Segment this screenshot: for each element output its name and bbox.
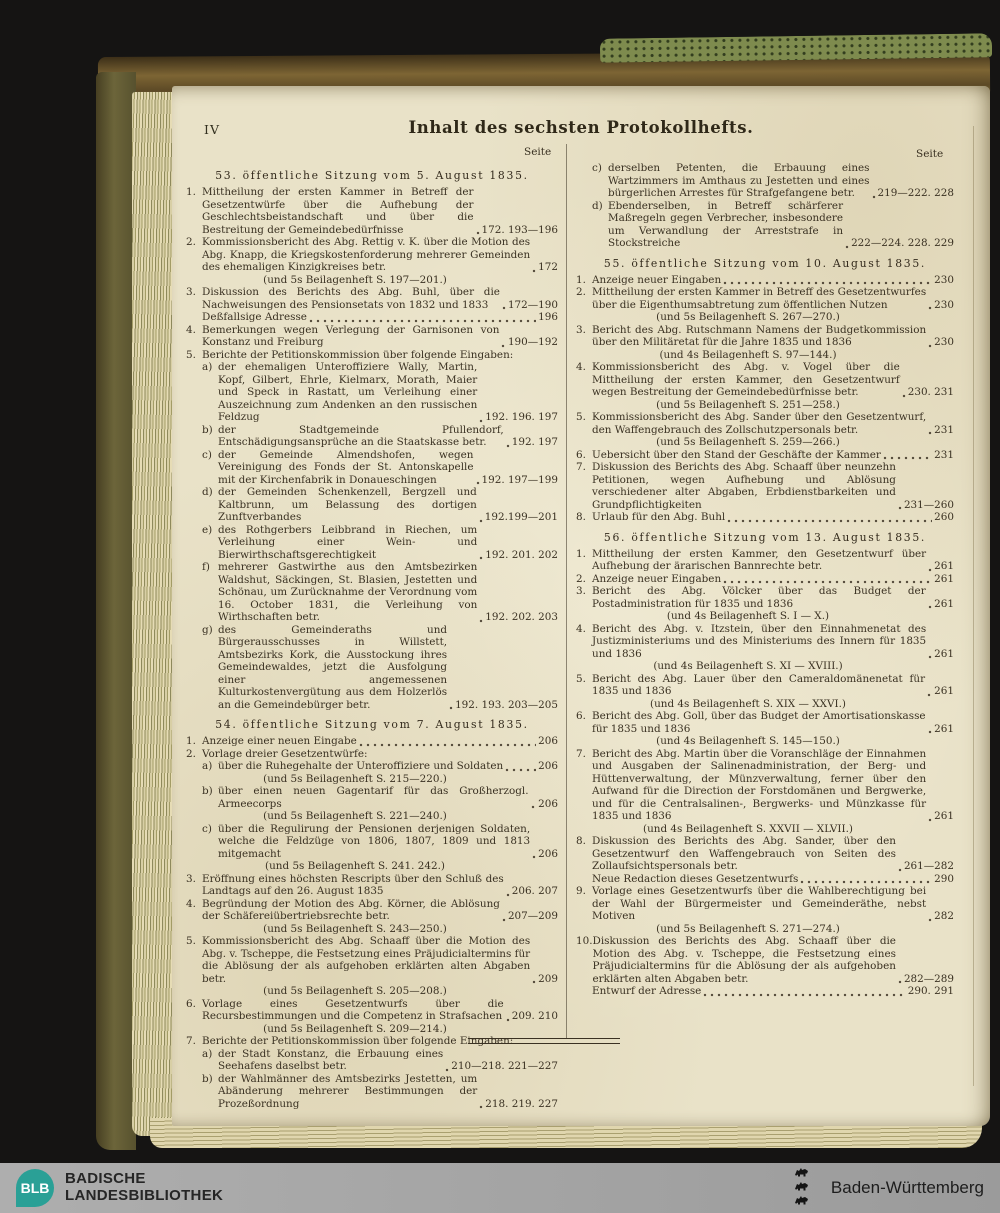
toc-entry: c) der Gemeinde Almendshofen, wegen Vereinigung des Fonds der St. Antonskapelle mit der Kirchenfabrik in Donaueschingen 192. 197—199 bbox=[202, 448, 558, 486]
beilagenheft-note: (und 5s Beilagenheft S. 209—214.) bbox=[263, 1022, 447, 1035]
scanned-page bbox=[172, 86, 990, 1126]
toc-entry: 1. Mittheilung der ersten Kammer in Betreff der Gesetzentwürfe über die Aufhebung der Geschlechtsbeistandschaft und über die Bestreitung der Gemeindebedürfnisse 172. 193—196 bbox=[186, 186, 558, 236]
toc-entry: 4. Kommissionsbericht des Abg. v. Vogel über die Mittheilung der ersten Kammer, den Gesetzentwurf wegen Bestreitung der Gemeindebedürfnisse betr. 230. 231 bbox=[576, 361, 954, 398]
beilagenheft-note: (und 4s Beilagenheft S. XI — XVIII.) bbox=[653, 660, 843, 672]
seite-label-left: Seite bbox=[524, 146, 552, 158]
library-name-line1: BADISCHE bbox=[65, 1170, 146, 1188]
toc-entry: 4. Bemerkungen wegen Verlegung der Garnisonen von Konstanz und Freiburg 190—192 bbox=[186, 323, 558, 348]
toc-entry: 3. Bericht des Abg. Rutschmann Namens der Budgetkommission über den Militäretat für die Jahre 1835 und 1836 230 bbox=[576, 323, 954, 348]
toc-entry: b) der Stadtgemeinde Pfullendorf, Entschädigungsansprüche an die Staatskasse betr. 192. 197 bbox=[202, 423, 558, 448]
beilagenheft-note: (und 5s Beilagenheft S. 243—250.) bbox=[263, 922, 447, 935]
section-heading: 54. öffentliche Sitzung vom 7. August 1835. bbox=[215, 718, 529, 731]
toc-entry: a) der ehemaligen Unteroffiziere Wally, Martin, Kopf, Gilbert, Ehrle, Kielmarx, Morath, Maier und Speck in Rastatt, um Verleihung einer Auszeichnung zum Andenken an den russischen Feldzug 192. 196. 197 bbox=[202, 361, 558, 423]
toc-entry: b) über einen neuen Gagentarif für das Großherzogl. Armeecorps 206 bbox=[202, 785, 558, 810]
beilagenheft-note: (und 4s Beilagenheft S. XIX — XXVI.) bbox=[650, 697, 846, 710]
blb-logo: BLB bbox=[16, 1169, 54, 1207]
toc-entry: 6. Bericht des Abg. Goll, über das Budget der Amortisationskasse für 1835 und 1836 261 bbox=[576, 710, 954, 735]
toc-entry: Entwurf der Adresse 290. 291 bbox=[592, 985, 954, 997]
toc-entry: Neue Redaction dieses Gesetzentwurfs 290 bbox=[592, 872, 954, 885]
toc-entry: 1. Mittheilung der ersten Kammer, den Gesetzentwurf über Aufhebung der ärarischen Bannrechte betr. 261 bbox=[576, 547, 954, 572]
toc-entry: c) derselben Petenten, die Erbauung eines Wartzimmers im Amthaus zu Jestetten und eines bürgerlichen Arrestes für Strafgefangene betr. 219—222. 228 bbox=[592, 162, 954, 199]
toc-entry: 2. Vorlage dreier Gesetzentwürfe: bbox=[186, 747, 368, 760]
toc-entry: 7. Diskussion des Berichts des Abg. Schaaff über neunzehn Petitionen, wegen Aufhebung und Ablösung verschiedener alter Abgaben, Erbdienstbarkeiten und Grundpflichtigkeiten 231—260 bbox=[576, 461, 954, 511]
toc-entry: 4. Begründung der Motion des Abg. Körner, die Ablösung der Schäfereiübertriebsrechte betr. 207—209 bbox=[186, 897, 558, 922]
toc-entry: 2. Anzeige neuer Eingaben 261 bbox=[576, 572, 954, 585]
toc-entry: 9. Vorlage eines Gesetzentwurfs über die Wahlberechtigung bei der Wahl der Bürgermeister und Gemeinderäthe, nebst Motiven 282 bbox=[576, 885, 954, 922]
beilagenheft-note: (und 4s Beilagenheft S. I — X.) bbox=[666, 610, 830, 622]
beilagenheft-note: (und 5s Beilagenheft S. 251—258.) bbox=[656, 398, 840, 411]
toc-column-left bbox=[186, 162, 558, 1110]
beilagenheft-note: (und 4s Beilagenheft S. 145—150.) bbox=[656, 735, 840, 747]
beilagenheft-note: (und 5s Beilagenheft S. 197—201.) bbox=[263, 273, 447, 286]
state-branding bbox=[783, 1166, 984, 1210]
toc-entry: c) über die Regulirung der Pensionen derjenigen Soldaten, welche die Feldzüge von 1806, 1807, 1809 und 1813 mitgemacht 206 bbox=[202, 822, 558, 860]
toc-entry: 6. Uebersicht über den Stand der Geschäfte der Kammer 231 bbox=[576, 448, 954, 461]
beilagenheft-note: (und 5s Beilagenheft S. 241. 242.) bbox=[265, 860, 445, 872]
toc-entry: 2. Mittheilung der ersten Kammer in Betreff des Gesetzentwurfes über die Eigenthumsabtretung zum öffentlichen Nutzen 230 bbox=[576, 286, 954, 311]
toc-entry: e) des Rothgerbers Leibbrand in Riechen, um Verleihung einer Wein- und Bierwirthschaftsgerechtigkeit 192. 201. 202 bbox=[202, 523, 558, 561]
toc-entry: 4. Bericht des Abg. v. Itzstein, über den Einnahmenetat des Justizministeriums und des Ministeriums des Innern für 1835 und 1836 261 bbox=[576, 622, 954, 660]
beilagenheft-note: (und 4s Beilagenheft S. XXVII — XLVII.) bbox=[643, 822, 853, 835]
toc-entry: 7. Berichte der Petitionskommission über folgende Eingaben: bbox=[186, 1035, 514, 1047]
toc-entry: 6. Vorlage eines Gesetzentwurfs über die Recursbestimmungen und die Competenz in Strafsachen 209. 210 bbox=[186, 997, 558, 1022]
toc-entry: 5. Kommissionsbericht des Abg. Sander über den Gesetzentwurf, den Waffengebrauch des Zollschutzpersonals betr. 231 bbox=[576, 411, 954, 436]
beilagenheft-note: (und 5s Beilagenheft S. 221—240.) bbox=[263, 810, 447, 822]
seite-label-right: Seite bbox=[916, 148, 944, 160]
beilagenheft-note: (und 4s Beilagenheft S. 97—144.) bbox=[659, 348, 837, 361]
toc-entry: 2. Kommissionsbericht des Abg. Rettig v. K. über die Motion des Abg. Knapp, die Kriegskostenforderung mehrerer Gemeinden des ehemaligen Kinzigkreises betr. 172 bbox=[186, 236, 558, 273]
toc-entry: 8. Diskussion des Berichts des Abg. Sander, über den Gesetzentwurf den Waffengebrauch von Seiten des Zollaufsichtspersonals betr. 261—282 bbox=[576, 835, 954, 872]
baden-wuerttemberg-coat-of-arms-icon bbox=[783, 1166, 821, 1210]
toc-entry: 1. Anzeige einer neuen Eingabe 206 bbox=[186, 735, 558, 747]
toc-entry: b) der Wahlmänner des Amtsbezirks Jestetten, um Abänderung mehrerer Bestimmungen der Prozeßordnung 218. 219. 227 bbox=[202, 1072, 558, 1110]
section-heading: 53. öffentliche Sitzung vom 5. August 1835. bbox=[215, 169, 529, 182]
toc-entry: g) des Gemeinderaths und Bürgerausschusses in Willstett, Amtsbezirks Kork, die Ausstockung ihres Gemeindewaldes, jetzt die Ausfolgung einer angemessenen Kulturkostenvergütung aus dem Holzerlös an die Gemeindebürger betr. 192. 193. 203—205 bbox=[202, 623, 558, 711]
toc-entry: 3. Diskussion des Berichts des Abg. Buhl, über die Nachweisungen des Pensionsetats von 1832 und 1833 172—190 bbox=[186, 286, 558, 311]
toc-entry: f) mehrerer Gastwirthe aus den Amtsbezirken Waldshut, Säckingen, St. Blasien, Jestetten und Schönau, um Zurücknahme der Verordnung vom 16. October 1831, die Verleihung von Wirthschaften betr. 192. 202. 203 bbox=[202, 561, 558, 623]
end-double-rule bbox=[468, 1038, 620, 1044]
toc-entry: 5. Berichte der Petitionskommission über folgende Eingaben: bbox=[186, 348, 514, 361]
column-divider-rule bbox=[566, 144, 567, 1038]
toc-entry: 7. Bericht des Abg. Martin über die Voranschläge der Einnahmen und Ausgaben der Salinenadministration, der Berg- und Hüttenverwaltung, der Münzverwaltung, ferner über den Aufwand für die Direction der Forstdomänen und Bergwerke, und für die Centralsalinen-, Bergwerks- und Münzkasse für 1835 und 1836 261 bbox=[576, 747, 954, 822]
beilagenheft-note: (und 5s Beilagenheft S. 271—274.) bbox=[656, 922, 840, 935]
toc-entry: 10. Diskussion des Berichts des Abg. Schaaff über die Motion des Abg. v. Tscheppe, die Festsetzung eines Präjudicialtermins für die Ablösung der als aufgehoben erklärten alten Abgaben betr. 282—289 bbox=[576, 935, 954, 985]
state-name: Baden-Württemberg bbox=[830, 1178, 984, 1197]
toc-entry: 8. Urlaub für den Abg. Buhl 260 bbox=[576, 511, 954, 523]
library-branding bbox=[16, 1169, 223, 1207]
toc-entry: 1. Anzeige neuer Eingaben 230 bbox=[576, 273, 954, 286]
book-spine-edge bbox=[96, 72, 136, 1150]
toc-entry: d) der Gemeinden Schenkenzell, Bergzell und Kaltbrunn, um Belassung des dortigen Zunftverbandes 192.199—201 bbox=[202, 486, 558, 523]
toc-entry: Deßfallsige Adresse 196 bbox=[202, 311, 558, 323]
section-heading: 55. öffentliche Sitzung vom 10. August 1835. bbox=[603, 256, 927, 270]
section-heading: 56. öffentliche Sitzung vom 13. August 1835. bbox=[603, 530, 927, 544]
folio-number: IV bbox=[204, 122, 220, 137]
toc-entry: a) über die Ruhegehalte der Unteroffiziere und Soldaten 206 bbox=[202, 760, 558, 772]
toc-entry: 5. Bericht des Abg. Lauer über den Cameraldomänenetat für 1835 und 1836 261 bbox=[576, 672, 954, 697]
library-name-line2: LANDESBIBLIOTHEK bbox=[65, 1187, 224, 1204]
beilagenheft-note: (und 5s Beilagenheft S. 259—266.) bbox=[656, 436, 840, 448]
toc-entry: 3. Bericht des Abg. Völcker über das Budget der Postadministration für 1835 und 1836 261 bbox=[576, 585, 954, 610]
toc-entry: d) Ebenderselben, in Betreff schärferer Maßregeln gegen Verbrecher, insbesondere um Verwandlung der Arreststrafe in Stockstreiche 222—224. 228. 229 bbox=[592, 199, 954, 249]
beilagenheft-note: (und 5s Beilagenheft S. 267—270.) bbox=[656, 311, 840, 323]
page-title: Inhalt des sechsten Protokollhefts. bbox=[408, 118, 754, 137]
page-gutter-fold bbox=[973, 126, 974, 1086]
beilagenheft-note: (und 5s Beilagenheft S. 215—220.) bbox=[263, 772, 447, 785]
library-name bbox=[65, 1171, 223, 1205]
toc-column-right bbox=[576, 162, 954, 998]
toc-entry: a) der Stadt Konstanz, die Erbauung eines Seehafens daselbst betr. 210—218. 221—227 bbox=[202, 1047, 558, 1072]
toc-entry: 3. Eröffnung eines höchsten Rescripts über den Schluß des Landtags auf den 26. August 1835 206. 207 bbox=[186, 872, 558, 897]
toc-entry: 5. Kommissionsbericht des Abg. Schaaff über die Motion des Abg. v. Tscheppe, die Festsetzung eines Präjudicialtermins für die Ablösung der als aufgehoben erklärten alten Abgaben betr. 209 bbox=[186, 935, 558, 985]
beilagenheft-note: (und 5s Beilagenheft S. 205—208.) bbox=[263, 985, 447, 997]
library-footer-bar bbox=[0, 1163, 1000, 1213]
